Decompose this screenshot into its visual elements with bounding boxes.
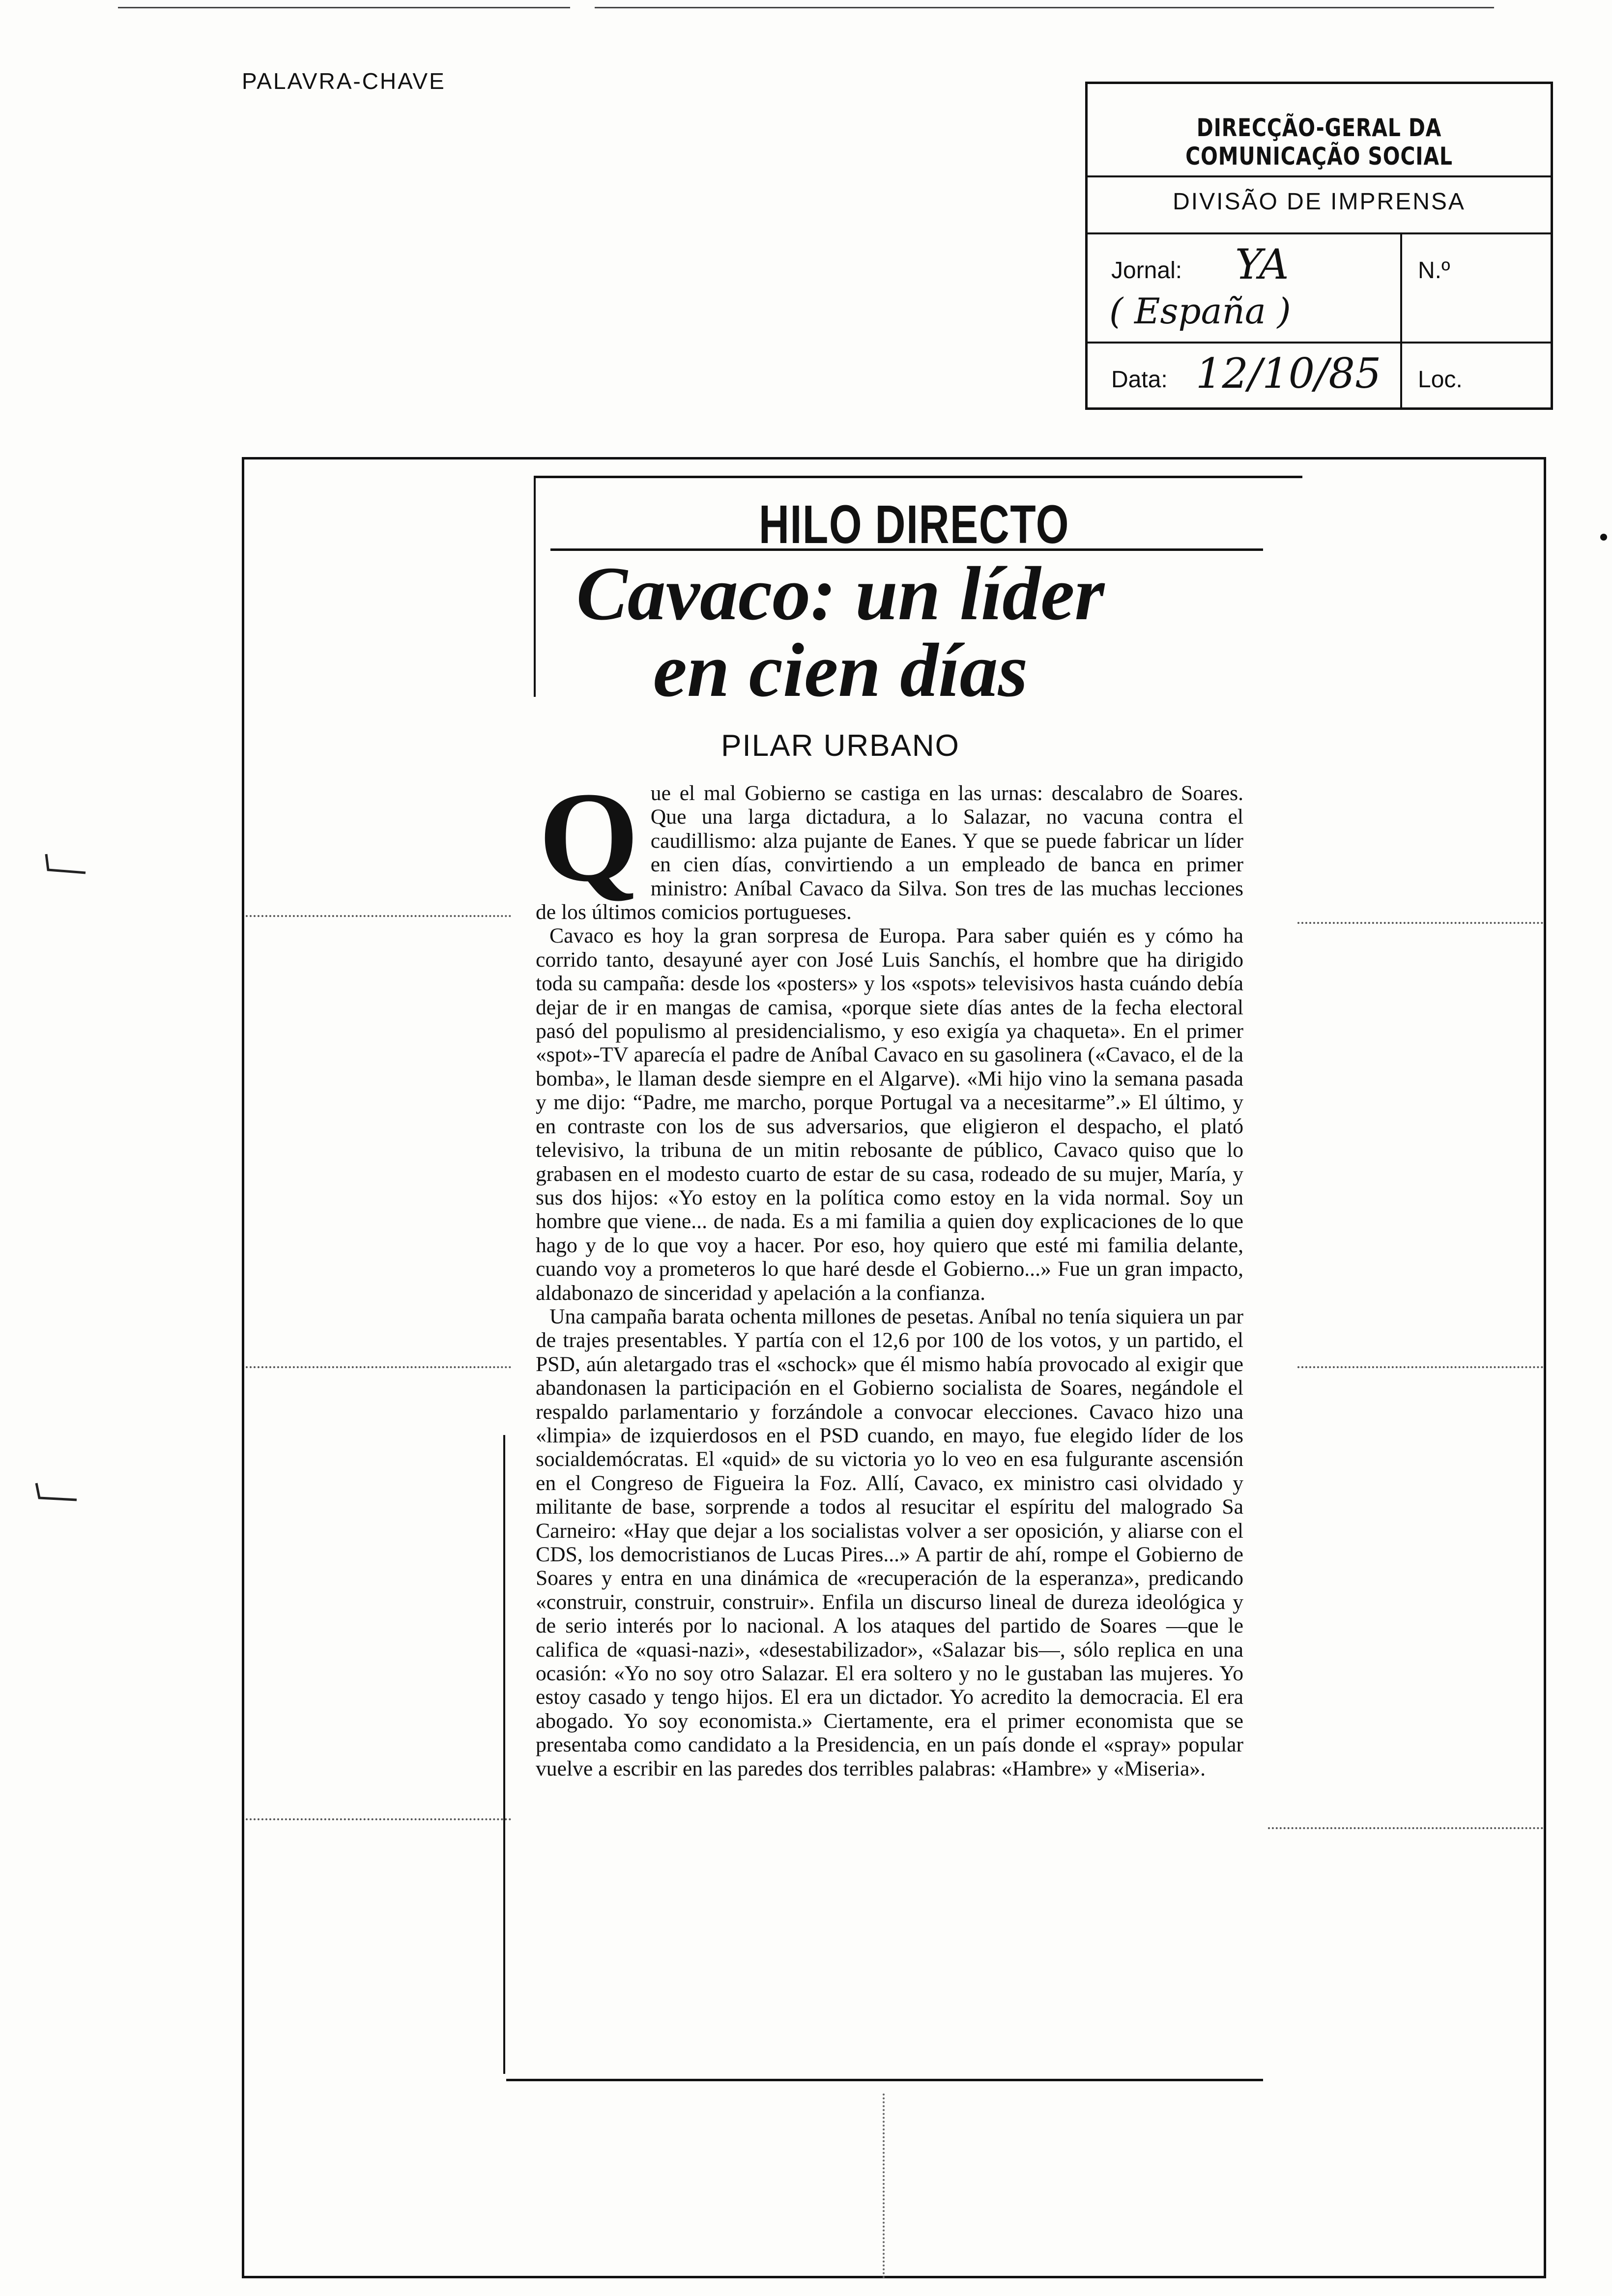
scan-edge-line-right	[595, 7, 1494, 8]
stamp-data-value: 12/10/85	[1196, 349, 1382, 398]
stamp-divider	[1088, 232, 1551, 234]
stamp-data-label: Data:	[1111, 367, 1168, 393]
stamp-jornal-label: Jornal:	[1111, 258, 1182, 284]
edge-mark	[1600, 534, 1607, 541]
cut-guide	[246, 1818, 511, 1820]
cut-guide	[1297, 922, 1543, 924]
stamp-jornal-value: YA	[1235, 240, 1289, 288]
clipping-left-edge	[503, 1435, 505, 2074]
headline-line-1: Cavaco: un líder	[576, 551, 1105, 636]
archive-stamp	[1085, 82, 1553, 410]
stamp-division: DIVISÃO DE IMPRENSA	[1173, 189, 1466, 215]
stamp-jornal-note: ( España )	[1109, 290, 1291, 332]
headline-line-2: en cien días	[653, 628, 1028, 713]
article-paragraph: ue el mal Gobierno se castiga en las urnas: descalabro de Soares. Que una larga dictadura, a lo Salazar, no vacuna contra el caudillismo: alza pujante de Eanes. Y que se puede fabricar un líder en cien días, convirtiendo a un empleado de banca en primer ministro: Aníbal Cavaco da Silva. Son tres de las muchas lecciones de los últimos comicios portugueses.	[536, 781, 1243, 924]
article-body	[536, 766, 1243, 1780]
stamp-numero-label: N.º	[1418, 258, 1450, 284]
stamp-title: DIRECÇÃO-GERAL DA COMUNICAÇÃO SOCIAL	[1185, 114, 1453, 171]
stamp-loc-label: Loc.	[1418, 367, 1463, 393]
stamp-column-divider	[1400, 232, 1402, 407]
cut-guide	[1297, 1366, 1543, 1368]
article-paragraph: Cavaco es hoy la gran sorpresa de Europa. Para saber quién es y cómo ha corrido tanto, desayuné ayer con José Luis Sanchís, el hombre que ha dirigido toda su campaña: desde los «posters» y los «spots» televisivos hasta cuándo debía dejar de ir en mangas de camisa, «porque siete días antes de la fecha electoral pasó del populismo al presidencialismo, y eso exigía ya chaqueta». En el primer «spot»-TV aparecía el padre de Aníbal Cavaco en su gasolinera («Cavaco, el de la bomba», le llaman desde siempre en el Algarve). «Mi hijo vino la semana pasada y me dijo: “Padre, me marcho, porque Portugal va a necesitarme”.» El último, y en contraste con los de sus adversarios, que eligieron el despacho, el plató televisivo, la tribuna de un mitin rebosante de público, Cavaco quiso que lo grabasen en el modesto cuarto de estar de su casa, rodeado de su mujer, María, y sus dos hijos: «Yo estoy en la política como estoy en la vida normal. Soy un hombre que viene... de nada. Es a mi familia a quien doy explicaciones de lo que hago y de lo que voy a hacer. Por eso, hoy quiero que esté mi familia delante, cuando voy a prometeros lo que haré desde el Gobierno...» Fue un gran impacto, aldabonazo de sinceridad y apelación a la confianza.	[536, 924, 1243, 1305]
article-paragraph: Una campaña barata ochenta millones de pesetas. Aníbal no tenía siquiera un par de trajes presentables. Y partía con el 12,6 por 100 de los votos, y un partido, el PSD, aún aletargado tras el «schock» que él mismo había provocado al exigir que abandonasen la participación en el Gobierno socialista de Soares, negándole el respaldo parlamentario y forzándole a convocar elecciones. Cavaco hizo una «limpia» de izquierdosos en el PSD cuando, en mayo, fue elegido líder de los socialdemócratas. El «quid» de su victoria yo lo veo en esa fulgurante ascensión en el Congreso de Figueira la Foz. Allí, Cavaco, ex ministro casi olvidado y militante de base, sorprende a todos al resucitar el espíritu del malogrado Sa Carneiro: «Hay que dejar a los socialistas volver a ser oposición, y aliarse con el CDS, los democristianos de Lucas Pires...» A partir de ahí, rompe el Gobierno de Soares y entra en una dinámica de «recuperación de la esperanza», predicando «construir, construir, construir». Enfila un discurso lineal de dureza ideológica y de serio interés por lo nacional. A los ataques del partido de Soares —que le califica de «quasi-nazi», «desestabilizador», «Salazar bis—, sólo replica en una ocasión: «Yo no soy otro Salazar. El era soltero y no le gustaban las mujeres. Yo estoy casado y tengo hijos. El era un dictador. Yo acredito la democracia. El era abogado. Yo soy economista.» Ciertamente, era el primer economista que se presentaba como candidato a la Presidencia, en un país donde el «spray» popular vuelve a escribir en las paredes dos terribles palabras: «Hambre» y «Miseria».	[536, 1304, 1243, 1780]
margin-mark-icon	[31, 1479, 81, 1509]
section-heading: HILO DIRECTO	[758, 494, 1070, 555]
keyword-label: PALAVRA-CHAVE	[242, 68, 446, 94]
cut-guide	[246, 915, 511, 917]
clipping-top-rule	[536, 476, 1302, 478]
headline	[501, 551, 1180, 713]
margin-mark-icon	[41, 850, 90, 880]
drop-cap: Q	[539, 766, 639, 908]
cut-guide	[1268, 1827, 1543, 1829]
clipping-bottom-rule	[506, 2079, 1263, 2081]
byline: PILAR URBANO	[721, 729, 960, 763]
scan-edge-line-left	[118, 7, 570, 8]
cut-guide	[246, 1366, 511, 1368]
cut-guide-vertical	[883, 2094, 885, 2278]
stamp-divider	[1088, 342, 1551, 344]
stamp-divider	[1088, 175, 1551, 177]
